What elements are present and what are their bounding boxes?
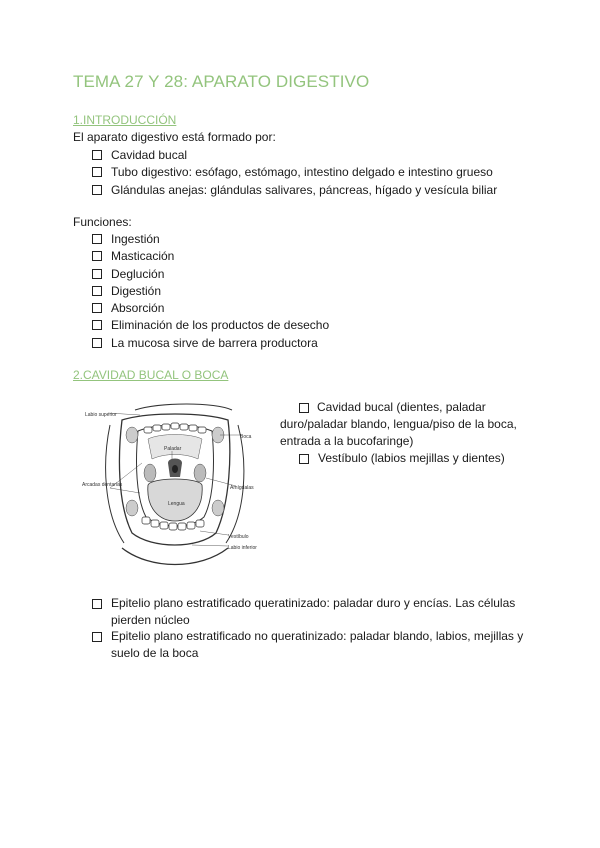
list-item-epitelio-queratinizado: Epitelio plano estratificado queratinizado: paladar duro y encías. Las células pierden núcleo xyxy=(92,595,532,629)
section-heading-cavidad-bucal: 2.CAVIDAD BUCAL O BOCA xyxy=(73,368,229,382)
list-item: Deglución xyxy=(92,266,329,283)
list-item: Glándulas anejas: glándulas salivares, páncreas, hígado y vesícula biliar xyxy=(92,182,497,199)
label-cheek: Boca xyxy=(240,434,252,440)
list-item-epitelio-no-queratinizado: Epitelio plano estratificado no queratinizado: paladar blando, labios, mejillas y suelo de la boca xyxy=(92,628,532,662)
checkbox-icon xyxy=(92,632,102,642)
list-item-cavidad-bucal: Cavidad bucal (dientes, paladar duro/paladar blando, lengua/piso de la boca, entrada a la bucofaringe) xyxy=(280,400,517,448)
checkbox-icon xyxy=(92,150,102,160)
list-item: Ingestión xyxy=(92,231,329,248)
list-item: Tubo digestivo: esófago, estómago, intestino delgado e intestino grueso xyxy=(92,164,497,181)
list-item: La mucosa sirve de barrera productora xyxy=(92,335,329,352)
label-palate: Paladar xyxy=(164,446,182,452)
label-lower-lip: Labio inferior xyxy=(228,545,257,551)
page-title: TEMA 27 Y 28: APARATO DIGESTIVO xyxy=(73,72,370,91)
intro-text: El aparato digestivo está formado por: xyxy=(73,130,276,144)
list-item: Masticación xyxy=(92,248,329,265)
checkbox-icon xyxy=(92,320,102,330)
checkbox-icon xyxy=(92,599,102,609)
checkbox-icon xyxy=(92,185,102,195)
label-vestibule: Vestíbulo xyxy=(228,534,249,540)
checkbox-icon xyxy=(92,269,102,279)
list-item: Eliminación de los productos de desecho xyxy=(92,317,329,334)
label-tonsils: Amígdalas xyxy=(230,485,254,491)
checkbox-icon xyxy=(299,403,309,413)
list-item: Absorción xyxy=(92,300,329,317)
functions-list xyxy=(92,231,329,352)
section-heading-introduccion: 1.INTRODUCCIÓN xyxy=(73,113,177,127)
checkbox-icon xyxy=(92,303,102,313)
label-upper-lip: Labio superior xyxy=(85,412,117,418)
list-item: Cavidad bucal xyxy=(92,147,497,164)
checkbox-icon xyxy=(299,454,309,464)
checkbox-icon xyxy=(92,234,102,244)
functions-label: Funciones: xyxy=(73,215,132,229)
list-item: Digestión xyxy=(92,283,329,300)
checkbox-icon xyxy=(92,167,102,177)
label-tongue: Lengua xyxy=(168,501,185,507)
checkbox-icon xyxy=(92,338,102,348)
mouth-diagram xyxy=(80,393,270,573)
checkbox-icon xyxy=(92,251,102,261)
checkbox-icon xyxy=(92,286,102,296)
components-list xyxy=(92,147,497,199)
list-item-vestibulo: Vestíbulo (labios mejillas y dientes) xyxy=(299,450,539,467)
label-dental-arches: Arcadas dentarias xyxy=(82,482,123,488)
